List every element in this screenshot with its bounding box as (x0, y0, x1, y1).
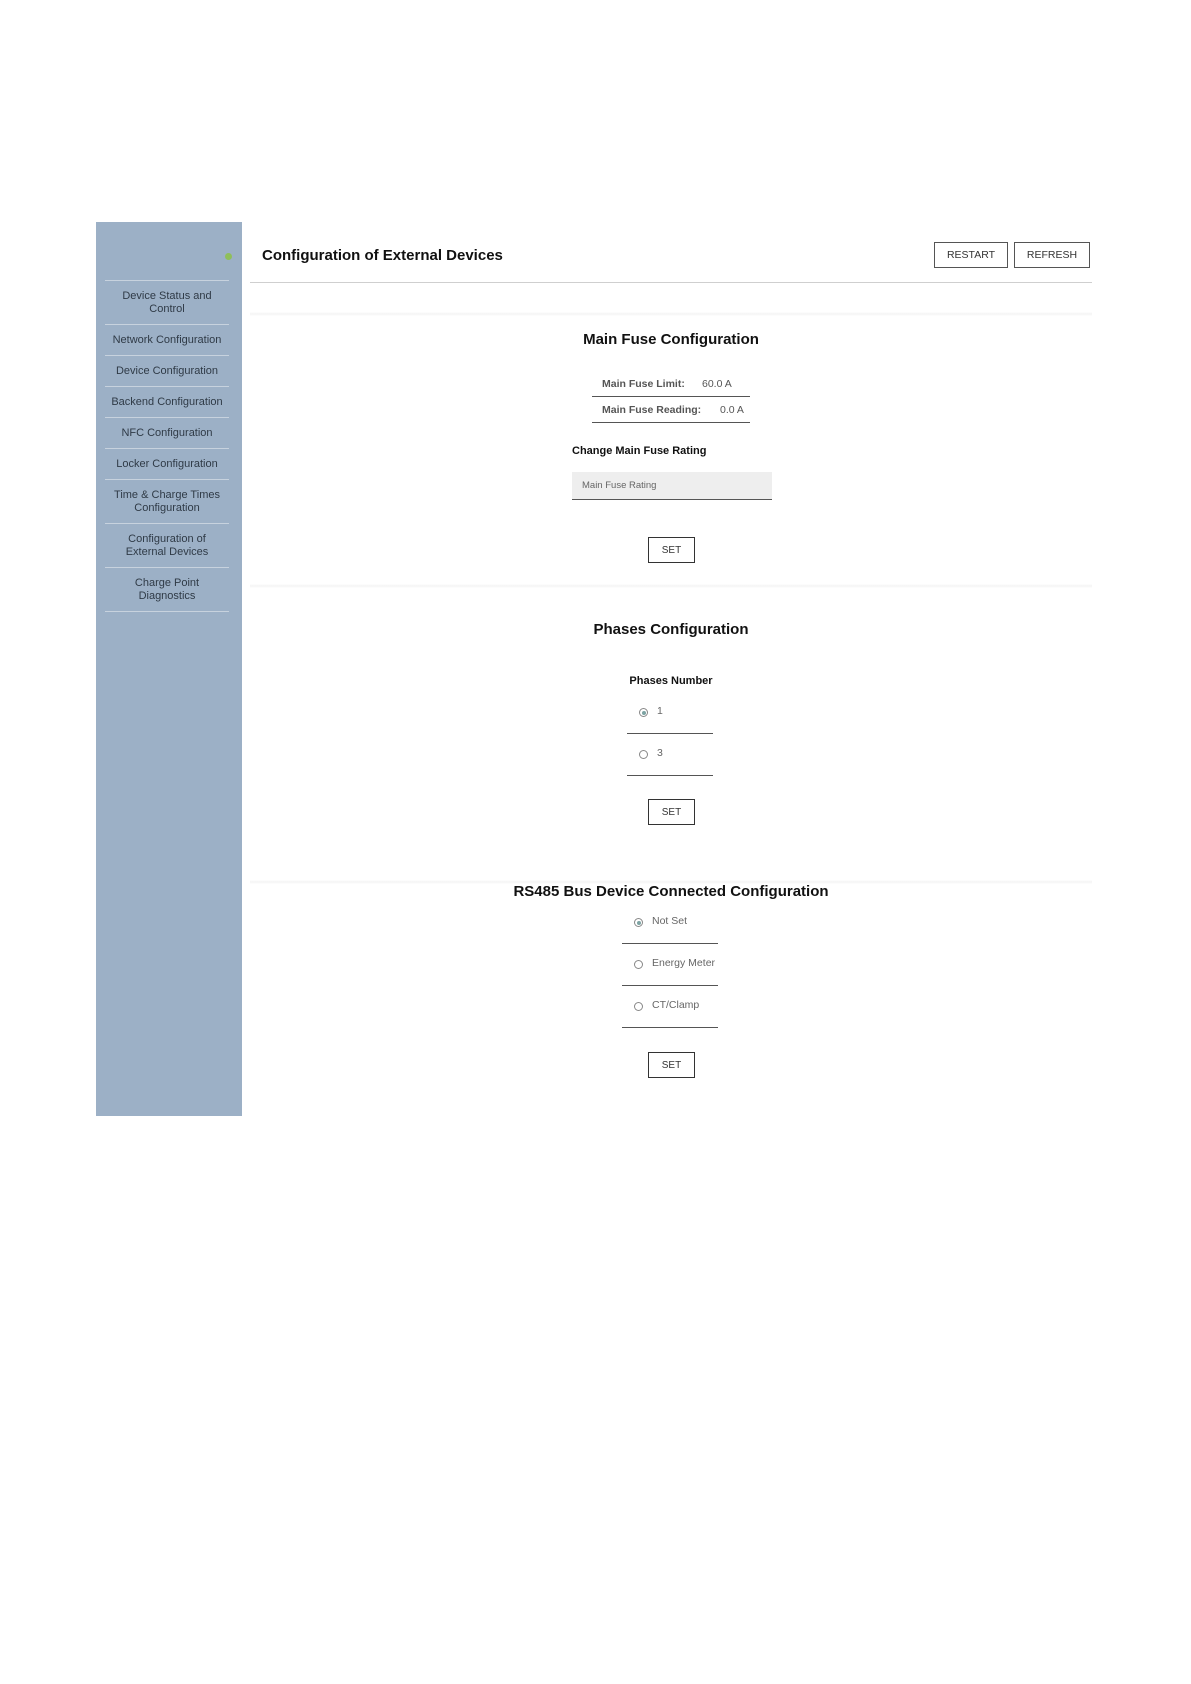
sidebar-item-charge-point-diagnostics[interactable]: Charge Point Diagnostics (105, 568, 229, 612)
radio-icon[interactable] (634, 960, 643, 969)
sidebar-item-device-status[interactable]: Device Status and Control (105, 281, 229, 325)
phases-set-button[interactable]: SET (648, 799, 695, 825)
phases-option-label: 1 (657, 705, 663, 717)
radio-icon[interactable] (639, 750, 648, 759)
phases-number-label: Phases Number (629, 675, 713, 687)
rs485-option-label: Not Set (652, 915, 688, 927)
section-divider (250, 312, 1092, 316)
rs485-option-not-set[interactable] (622, 902, 718, 944)
rs485-title: RS485 Bus Device Connected Configuration (513, 883, 829, 900)
radio-icon[interactable] (634, 1002, 643, 1011)
sidebar (96, 222, 242, 1116)
section-divider (250, 584, 1092, 588)
change-main-fuse-label: Change Main Fuse Rating (572, 445, 707, 457)
phases-option-3[interactable] (627, 734, 713, 776)
radio-icon[interactable] (639, 708, 648, 717)
rs485-set-button[interactable]: SET (648, 1052, 695, 1078)
rs485-option-label: CT/Clamp (652, 999, 700, 1011)
rs485-option-ct-clamp[interactable] (622, 986, 718, 1028)
sidebar-item-network-configuration[interactable]: Network Configuration (105, 325, 229, 356)
main-fuse-set-button[interactable]: SET (648, 537, 695, 563)
main-fuse-reading-label: Main Fuse Reading: (602, 404, 702, 416)
sidebar-item-time-charge-times[interactable]: Time & Charge Times Configuration (105, 480, 229, 524)
phases-option-1[interactable] (627, 692, 713, 734)
sidebar-item-backend-configuration[interactable]: Backend Configuration (105, 387, 229, 418)
sidebar-toggle-icon[interactable] (225, 253, 232, 260)
main-fuse-reading-row (592, 397, 750, 423)
sidebar-item-external-devices[interactable]: Configuration of External Devices (105, 524, 229, 568)
main-fuse-title: Main Fuse Configuration (583, 331, 759, 348)
rs485-option-label: Energy Meter (652, 957, 716, 969)
main-fuse-limit-label: Main Fuse Limit: (602, 378, 685, 390)
main-fuse-reading-value: 0.0 A (720, 404, 744, 416)
main-fuse-limit-row (592, 371, 750, 397)
main-fuse-rating-input[interactable] (572, 472, 772, 500)
sidebar-item-nfc-configuration[interactable]: NFC Configuration (105, 418, 229, 449)
main-header (250, 240, 1092, 283)
radio-icon[interactable] (634, 918, 643, 927)
phases-title: Phases Configuration (593, 621, 749, 638)
sidebar-item-device-configuration[interactable]: Device Configuration (105, 356, 229, 387)
phases-option-label: 3 (657, 747, 663, 759)
page-title: Configuration of External Devices (262, 247, 503, 264)
main-fuse-limit-value: 60.0 A (702, 378, 732, 390)
refresh-button[interactable]: REFRESH (1014, 242, 1090, 268)
sidebar-item-locker-configuration[interactable]: Locker Configuration (105, 449, 229, 480)
sidebar-menu (105, 280, 229, 612)
restart-button[interactable]: RESTART (934, 242, 1008, 268)
rs485-option-energy-meter[interactable] (622, 944, 718, 986)
